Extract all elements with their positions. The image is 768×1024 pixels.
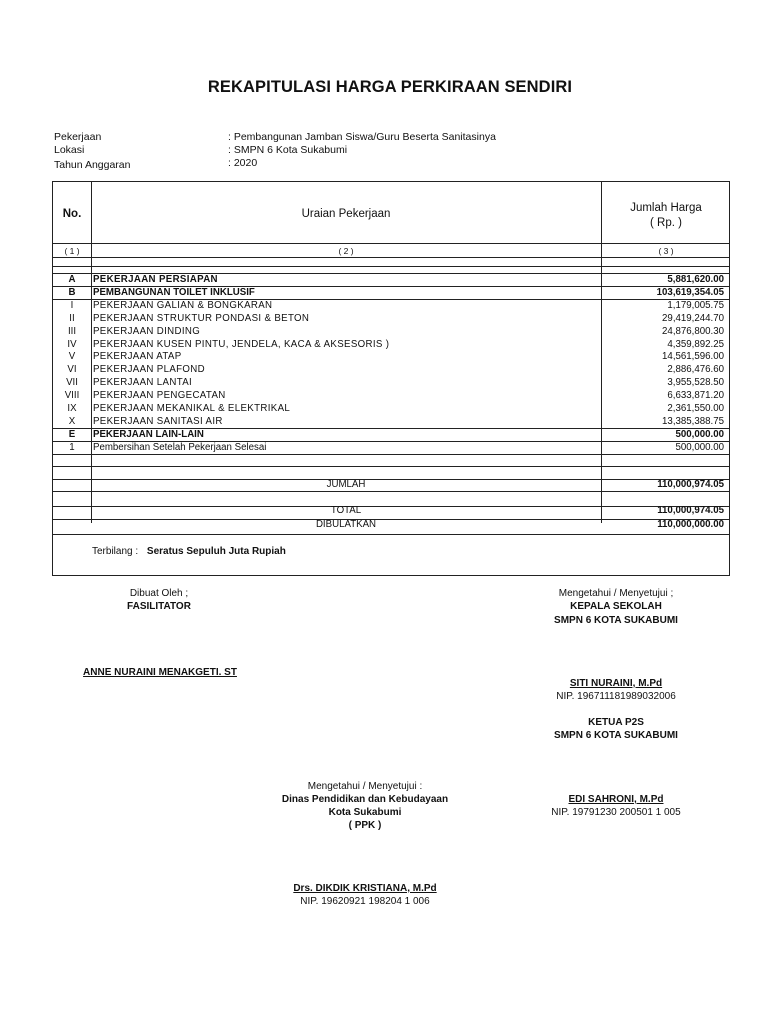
center-signatory-name: Drs. DIKDIK KRISTIANA, M.Pd xyxy=(293,883,437,894)
dibulatkan-value: 110,000,000.00 xyxy=(657,519,724,530)
info-value: : SMPN 6 Kota Sukabumi xyxy=(228,144,348,156)
info-label: Tahun Anggaran xyxy=(54,158,131,171)
center-signatory-nip: NIP. 19620921 198204 1 006 xyxy=(300,896,430,907)
row-no: II xyxy=(69,313,75,324)
info-value: : Pembangunan Jamban Siswa/Guru Beserta Sanitasinya xyxy=(228,131,496,143)
center-role: ( PPK ) xyxy=(348,820,382,831)
jumlah-label: JUMLAH xyxy=(326,479,366,490)
p2s-role: KETUA P2S xyxy=(588,717,644,728)
row-uraian: PEKERJAAN PERSIAPAN xyxy=(93,274,218,285)
row-no: IX xyxy=(67,403,77,414)
p2s-signatory-nip: NIP. 19791230 200501 1 005 xyxy=(551,807,681,818)
right-org: SMPN 6 KOTA SUKABUMI xyxy=(554,615,678,626)
total-value: 110,000,974.05 xyxy=(657,505,724,516)
center-intro: Mengetahui / Menyetujui : xyxy=(307,781,423,792)
jumlah-value: 110,000,974.05 xyxy=(657,479,724,490)
header-jumlah-line2: ( Rp. ) xyxy=(650,217,682,229)
row-no: VIII xyxy=(64,390,80,401)
column-number-2: ( 2 ) xyxy=(338,246,354,256)
right-role: KEPALA SEKOLAH xyxy=(570,601,662,612)
row-uraian: PEKERJAAN STRUKTUR PONDASI & BETON xyxy=(93,313,310,324)
row-uraian: PEKERJAAN KUSEN PINTU, JENDELA, KACA & AKSESORIS ) xyxy=(93,339,390,350)
left-role: FASILITATOR xyxy=(127,601,191,612)
row-jumlah: 24,876,800.30 xyxy=(662,326,724,337)
document-title: REKAPITULASI HARGA PERKIRAAN SENDIRI xyxy=(207,78,573,96)
right-intro: Mengetahui / Menyetujui ; xyxy=(558,588,674,599)
header-uraian: Uraian Pekerjaan xyxy=(301,208,391,220)
left-signatory-name: ANNE NURAINI MENAKGETI. ST xyxy=(83,667,237,678)
row-divider xyxy=(53,257,729,258)
terbilang-value: Seratus Sepuluh Juta Rupiah xyxy=(146,546,286,557)
header-jumlah-line1: Jumlah Harga xyxy=(630,202,702,214)
table-row xyxy=(53,363,729,376)
table-row xyxy=(53,389,729,402)
row-divider xyxy=(53,466,729,467)
terbilang xyxy=(92,546,286,557)
row-jumlah: 6,633,871.20 xyxy=(667,390,724,401)
row-uraian: PEKERJAAN PENGECATAN xyxy=(93,390,226,401)
row-uraian: Pembersihan Setelah Pekerjaan Selesai xyxy=(93,442,267,453)
table-row xyxy=(53,299,729,312)
right-signatory-name: SITI NURAINI, M.Pd xyxy=(569,678,663,689)
row-divider xyxy=(53,534,729,535)
row-no: 1 xyxy=(69,442,75,453)
table-row xyxy=(53,402,729,415)
row-jumlah: 5,881,620.00 xyxy=(667,274,724,285)
terbilang-label: Terbilang : xyxy=(92,546,139,557)
row-jumlah: 2,886,476.60 xyxy=(667,364,724,375)
row-no: I xyxy=(70,300,74,311)
row-jumlah: 3,955,528.50 xyxy=(667,377,724,388)
header-no: No. xyxy=(62,208,82,220)
row-uraian: PEKERJAAN GALIAN & BONGKARAN xyxy=(93,300,273,311)
table-row xyxy=(53,415,729,428)
info-value: : 2020 xyxy=(228,156,258,169)
row-uraian: PEKERJAAN MEKANIKAL & ELEKTRIKAL xyxy=(93,403,291,414)
row-no: X xyxy=(68,416,76,427)
row-uraian: PEKERJAAN ATAP xyxy=(93,351,182,362)
row-no: A xyxy=(68,274,76,285)
row-uraian: PEKERJAAN SANITASI AIR xyxy=(93,416,223,427)
table-row xyxy=(53,376,729,389)
header-jumlah xyxy=(601,201,731,231)
row-divider xyxy=(53,243,729,244)
p2s-signatory-name: EDI SAHRONI, M.Pd xyxy=(568,794,664,805)
row-no: E xyxy=(68,429,76,440)
total-label: TOTAL xyxy=(330,505,362,516)
column-number-1: ( 1 ) xyxy=(64,246,80,256)
row-no: V xyxy=(68,351,76,362)
row-no: III xyxy=(67,326,77,337)
dibulatkan-label: DIBULATKAN xyxy=(315,519,377,530)
row-uraian: PEKERJAAN DINDING xyxy=(93,326,201,337)
table-row xyxy=(53,286,729,299)
row-no: B xyxy=(68,287,76,298)
row-uraian: PEMBANGUNAN TOILET INKLUSIF xyxy=(93,287,255,298)
row-jumlah: 29,419,244.70 xyxy=(662,313,724,324)
center-org-line2: Kota Sukabumi xyxy=(328,807,402,818)
row-jumlah: 4,359,892.25 xyxy=(667,339,724,350)
row-no: VII xyxy=(66,377,78,388)
row-jumlah: 13,385,388.75 xyxy=(662,416,724,427)
row-jumlah: 2,361,550.00 xyxy=(667,403,724,414)
row-uraian: PEKERJAAN LAIN-LAIN xyxy=(93,429,204,440)
row-uraian: PEKERJAAN LANTAI xyxy=(93,377,193,388)
row-jumlah: 1,179,005.75 xyxy=(667,300,724,311)
row-no: IV xyxy=(67,339,77,350)
center-org-line1: Dinas Pendidikan dan Kebudayaan xyxy=(281,794,449,805)
info-label: Pekerjaan xyxy=(54,131,102,143)
row-no: VI xyxy=(67,364,77,375)
info-label: Lokasi xyxy=(54,144,85,156)
table-row xyxy=(53,441,729,454)
row-jumlah: 500,000.00 xyxy=(675,442,724,453)
row-divider xyxy=(53,491,729,492)
row-divider xyxy=(53,266,729,267)
row-jumlah: 500,000.00 xyxy=(675,429,724,440)
table-row xyxy=(53,350,729,363)
table-row xyxy=(53,428,729,441)
row-divider xyxy=(53,454,729,455)
table-row xyxy=(53,325,729,338)
table-row xyxy=(53,273,729,286)
row-uraian: PEKERJAAN PLAFOND xyxy=(93,364,206,375)
recap-table xyxy=(52,181,730,576)
row-jumlah: 103,619,354.05 xyxy=(656,287,724,298)
column-number-3: ( 3 ) xyxy=(658,246,674,256)
left-intro: Dibuat Oleh ; xyxy=(129,588,189,599)
table-row xyxy=(53,312,729,325)
right-signatory-nip: NIP. 196711181989032006 xyxy=(556,691,676,702)
row-jumlah: 14,561,596.00 xyxy=(662,351,724,362)
p2s-org: SMPN 6 KOTA SUKABUMI xyxy=(554,730,678,741)
